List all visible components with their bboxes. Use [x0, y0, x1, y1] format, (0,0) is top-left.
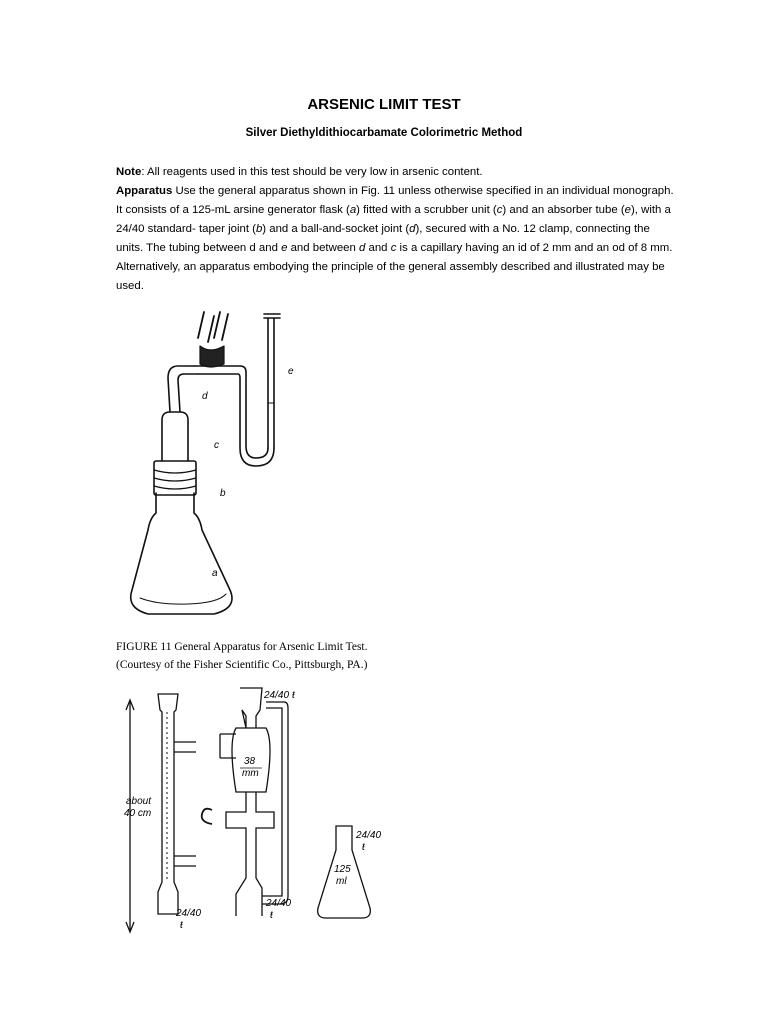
bulb-diameter: 38 [244, 756, 256, 767]
bulb-unit: mm [242, 768, 259, 779]
taper-symbol: ŧ [292, 690, 295, 701]
ball-socket-joint-d [200, 346, 224, 367]
apparatus-ref: a [349, 204, 357, 216]
apparatus-text: and between [287, 242, 359, 254]
apparatus-components-figure [116, 682, 406, 942]
joint-label-mid: 24/40 [266, 898, 292, 909]
label-d: d [202, 391, 208, 402]
flask-joint-label: 24/40 [356, 830, 382, 841]
scrubber-unit-c [162, 412, 188, 461]
side-port [220, 734, 236, 758]
taper-joint-b [154, 461, 196, 495]
clamp [198, 312, 228, 342]
caption-line-1: FIGURE 11 General Apparatus for Arsenic Limit Test. [116, 641, 368, 653]
taper-symbol: ŧ [180, 920, 183, 931]
figure-caption [116, 638, 368, 674]
bypass-tube [262, 702, 288, 904]
apparatus-text: is a capillary having an id of 2 mm and an od of 8 mm. Alternatively, an apparatus embodying the principle of the general assembly described and illustrated may be used. [116, 242, 673, 292]
joint-label-left: 24/40 [176, 908, 202, 919]
length-label: about [126, 796, 152, 807]
label-c: c [214, 440, 219, 451]
absorber-tube-e [264, 314, 280, 448]
apparatus-text: ) and a ball-and-socket joint ( [262, 223, 410, 235]
apparatus-text: ), secured with a No. 12 clamp, connecting the units. The tubing between d and [116, 223, 650, 254]
apparatus-ref: d [409, 223, 416, 235]
capillary-tube [168, 366, 198, 412]
page-subtitle: Silver Diethyldithiocarbamate Colorimetric Method [245, 127, 523, 139]
u-tube-connection [194, 366, 274, 466]
note-paragraph [116, 163, 676, 182]
stopcock-handle [202, 809, 212, 824]
apparatus-text: ) fitted with a scrubber unit ( [356, 204, 497, 216]
flask-liquid-line [140, 594, 226, 604]
joint-rings [154, 470, 196, 489]
apparatus-text: Use the general apparatus shown in Fig. 11 unless otherwise specified in an individual monograph. It consists of a 125-mL arsine generator flask ( [116, 185, 674, 216]
arsine-apparatus-figure [118, 308, 318, 628]
flask-outline [131, 493, 232, 614]
apparatus-ref: e [624, 204, 631, 216]
column-tube [158, 694, 178, 914]
joint-label-top: 24/40 [264, 690, 290, 701]
apparatus-ref: c [496, 204, 503, 216]
apparatus-label: Apparatus [116, 185, 173, 197]
label-a: a [212, 568, 218, 579]
page-title: ARSENIC LIMIT TEST [307, 96, 461, 113]
caption-line-2: (Courtesy of the Fisher Scientific Co., Pittsburgh, PA.) [116, 659, 368, 671]
taper-symbol: ŧ [270, 910, 273, 921]
apparatus-ref: e [281, 242, 288, 254]
side-arms [174, 742, 196, 866]
flask-volume: 125 [334, 864, 351, 875]
note-text: : All reagents used in this test should be very low in arsenic content. [141, 166, 483, 178]
taper-symbol: ŧ [362, 842, 365, 853]
flask-volume-unit: ml [336, 876, 347, 887]
apparatus-text: and [365, 242, 391, 254]
apparatus-text: ) and an absorber tube ( [502, 204, 625, 216]
apparatus-ref: b [255, 223, 263, 235]
apparatus-text: ), with a 24/40 standard- taper joint ( [116, 204, 671, 235]
apparatus-ref: d [359, 242, 366, 254]
apparatus-ref: c [390, 242, 397, 254]
length-value: 40 cm [124, 808, 152, 819]
top-joint [240, 688, 262, 728]
label-b: b [220, 488, 226, 499]
note-label: Note [116, 166, 142, 178]
apparatus-paragraph [116, 182, 676, 296]
label-e: e [288, 366, 294, 377]
